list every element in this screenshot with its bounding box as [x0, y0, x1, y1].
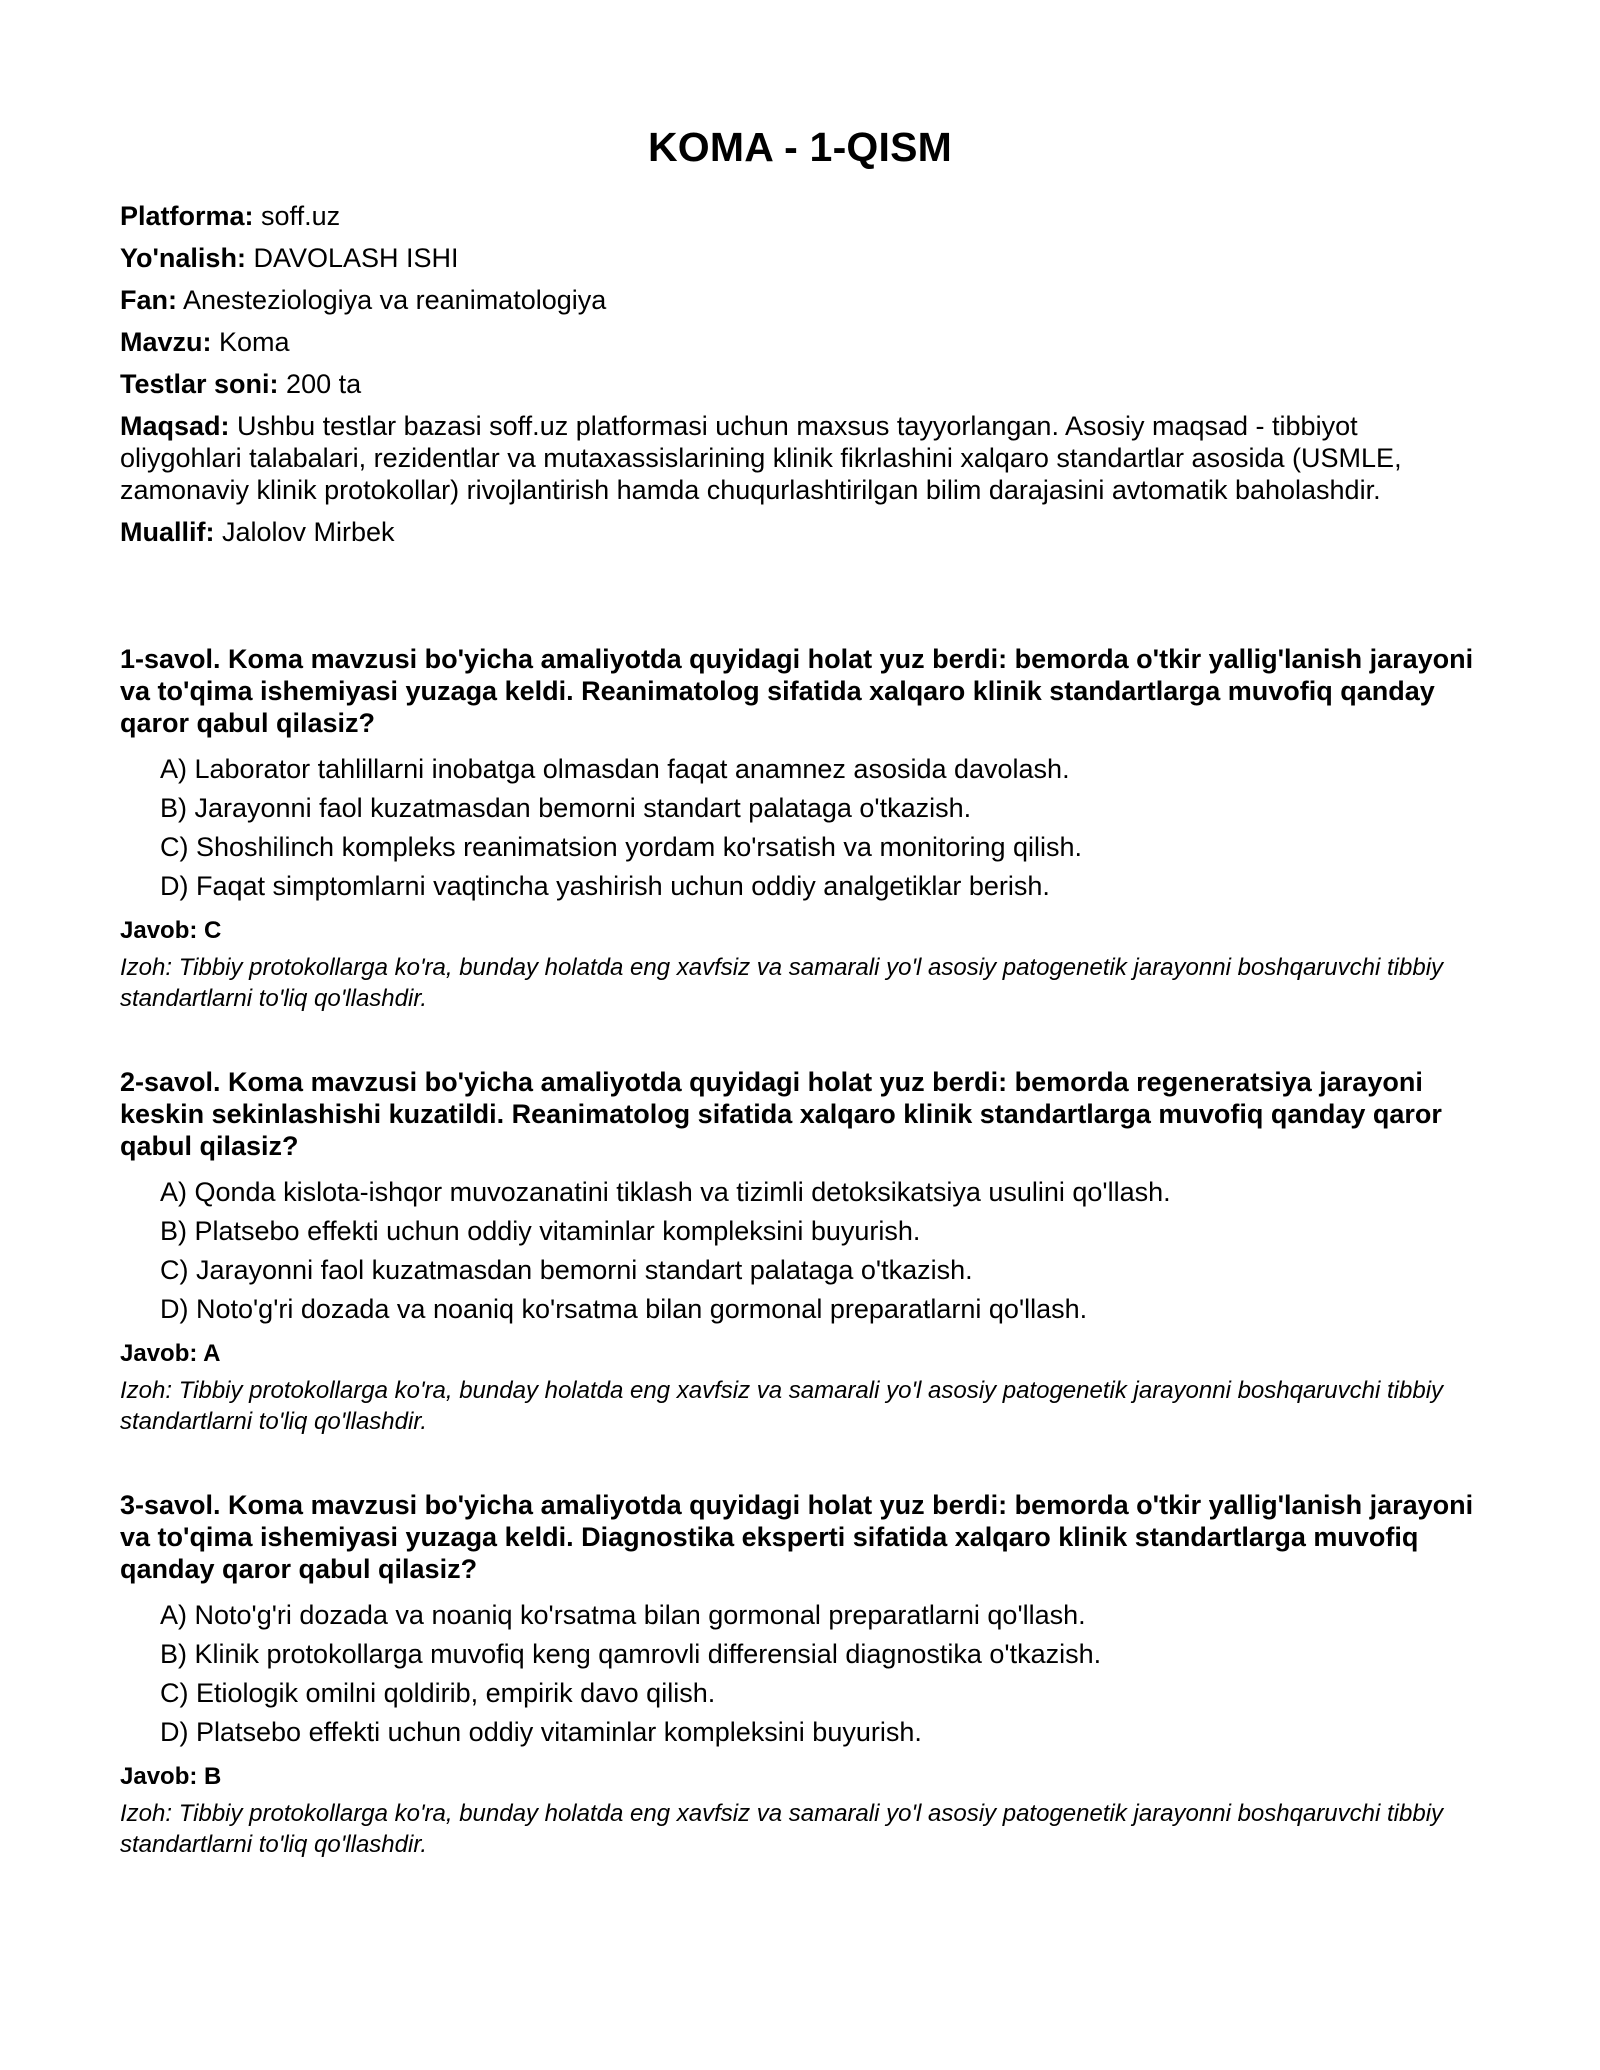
option-a: A) Qonda kislota-ishqor muvozanatini tiklash va tizimli detoksikatsiya usulini qo'llash.: [160, 1177, 1171, 1207]
document-page: [120, 0, 1480, 1912]
meta-label: Platforma:: [120, 201, 254, 231]
meta-label: Yo'nalish:: [120, 243, 246, 273]
answer-options: [160, 1176, 1480, 1325]
answer-options: [160, 1599, 1480, 1748]
document-metadata: [120, 200, 1480, 548]
meta-label: Muallif:: [120, 517, 215, 547]
answer-options: [160, 753, 1480, 902]
meta-label: Fan:: [120, 285, 177, 315]
option-c: C) Etiologik omilni qoldirib, empirik davo qilish.: [160, 1678, 716, 1708]
option-b: B) Klinik protokollarga muvofiq keng qamrovli differensial diagnostika o'tkazish.: [160, 1639, 1102, 1669]
meta-subject: [120, 284, 1480, 316]
correct-answer: Javob: A: [120, 1340, 221, 1367]
meta-value: 200 ta: [278, 369, 362, 399]
answer-explanation: Izoh: Tibbiy protokollarga ko'ra, bunday holatda eng xavfsiz va samarali yo'l asosiy patogenetik jarayonni boshqaruvchi tibbiy standartlarni to'liq qo'llashdir.: [120, 1800, 1444, 1858]
answer-explanation: Izoh: Tibbiy protokollarga ko'ra, bunday holatda eng xavfsiz va samarali yo'l asosiy patogenetik jarayonni boshqaruvchi tibbiy standartlarni to'liq qo'llashdir.: [120, 1377, 1444, 1435]
meta-author: [120, 516, 1480, 548]
meta-value: DAVOLASH ISHI: [245, 243, 459, 273]
question-text: 2-savol. Koma mavzusi bo'yicha amaliyotda quyidagi holat yuz berdi: bemorda regeneratsiya jarayoni keskin sekinlashishi kuzatildi. Reanimatolog sifatida xalqaro klinik standartlarga muvofiq qanday qaror qabul qilasiz?: [120, 1067, 1442, 1161]
correct-answer: Javob: B: [120, 1763, 222, 1790]
correct-answer: Javob: C: [120, 917, 222, 944]
meta-value: soff.uz: [253, 201, 341, 231]
meta-platform: [120, 200, 1480, 232]
option-a: A) Laborator tahlillarni inobatga olmasdan faqat anamnez asosida davolash.: [160, 754, 1070, 784]
question-item: [120, 1489, 1480, 1860]
option-b: B) Jarayonni faol kuzatmasdan bemorni standart palataga o'tkazish.: [160, 793, 972, 823]
meta-label: Mavzu:: [120, 327, 212, 357]
option-d: D) Platsebo effekti uchun oddiy vitaminlar kompleksini buyurish.: [160, 1717, 922, 1747]
option-c: C) Jarayonni faol kuzatmasdan bemorni standart palataga o'tkazish.: [160, 1255, 973, 1285]
question-text: 3-savol. Koma mavzusi bo'yicha amaliyotda quyidagi holat yuz berdi: bemorda o'tkir yallig'lanish jarayoni va to'qima ishemiyasi yuzaga keldi. Diagnostika eksperti sifatida xalqaro klinik standartlarga muvofiq qanday qaror qabul qilasiz?: [120, 1490, 1474, 1584]
answer-explanation: Izoh: Tibbiy protokollarga ko'ra, bunday holatda eng xavfsiz va samarali yo'l asosiy patogenetik jarayonni boshqaruvchi tibbiy standartlarni to'liq qo'llashdir.: [120, 954, 1444, 1012]
option-c: C) Shoshilinch kompleks reanimatsion yordam ko'rsatish va monitoring qilish.: [160, 832, 1083, 862]
meta-value: Ushbu testlar bazasi soff.uz platformasi uchun maxsus tayyorlangan. Asosiy maqsad - tibbiyot oliygohlari talabalari, rezidentlar va mutaxassislarining klinik fikrlashini xalqaro standartlar asosida (USMLE, zamonaviy klinik protokollar) rivojlantirish hamda chuqurlashtirilgan bilim darajasini avtomatik baholashdir.: [120, 411, 1402, 505]
option-b: B) Platsebo effekti uchun oddiy vitaminlar kompleksini buyurish.: [160, 1216, 921, 1246]
meta-value: Anesteziologiya va reanimatologiya: [177, 285, 607, 315]
page-title: KOMA - 1-QISM: [647, 124, 952, 170]
meta-value: Koma: [211, 327, 290, 357]
question-item: [120, 1066, 1480, 1437]
meta-label: Maqsad:: [120, 411, 230, 441]
option-a: A) Noto'g'ri dozada va noaniq ko'rsatma bilan gormonal preparatlarni qo'llash.: [160, 1600, 1086, 1630]
question-text: 1-savol. Koma mavzusi bo'yicha amaliyotda quyidagi holat yuz berdi: bemorda o'tkir yallig'lanish jarayoni va to'qima ishemiyasi yuzaga keldi. Reanimatolog sifatida xalqaro klinik standartlarga muvofiq qanday qaror qabul qilasiz?: [120, 644, 1474, 738]
option-d: D) Noto'g'ri dozada va noaniq ko'rsatma bilan gormonal preparatlarni qo'llash.: [160, 1294, 1088, 1324]
meta-test-count: [120, 368, 1480, 400]
meta-value: Jalolov Mirbek: [214, 517, 395, 547]
question-list: [120, 643, 1480, 1860]
meta-label: Testlar soni:: [120, 369, 279, 399]
question-item: [120, 643, 1480, 1014]
meta-topic: [120, 326, 1480, 358]
meta-purpose: [120, 410, 1480, 506]
option-d: D) Faqat simptomlarni vaqtincha yashirish uchun oddiy analgetiklar berish.: [160, 871, 1050, 901]
meta-direction: [120, 242, 1480, 274]
